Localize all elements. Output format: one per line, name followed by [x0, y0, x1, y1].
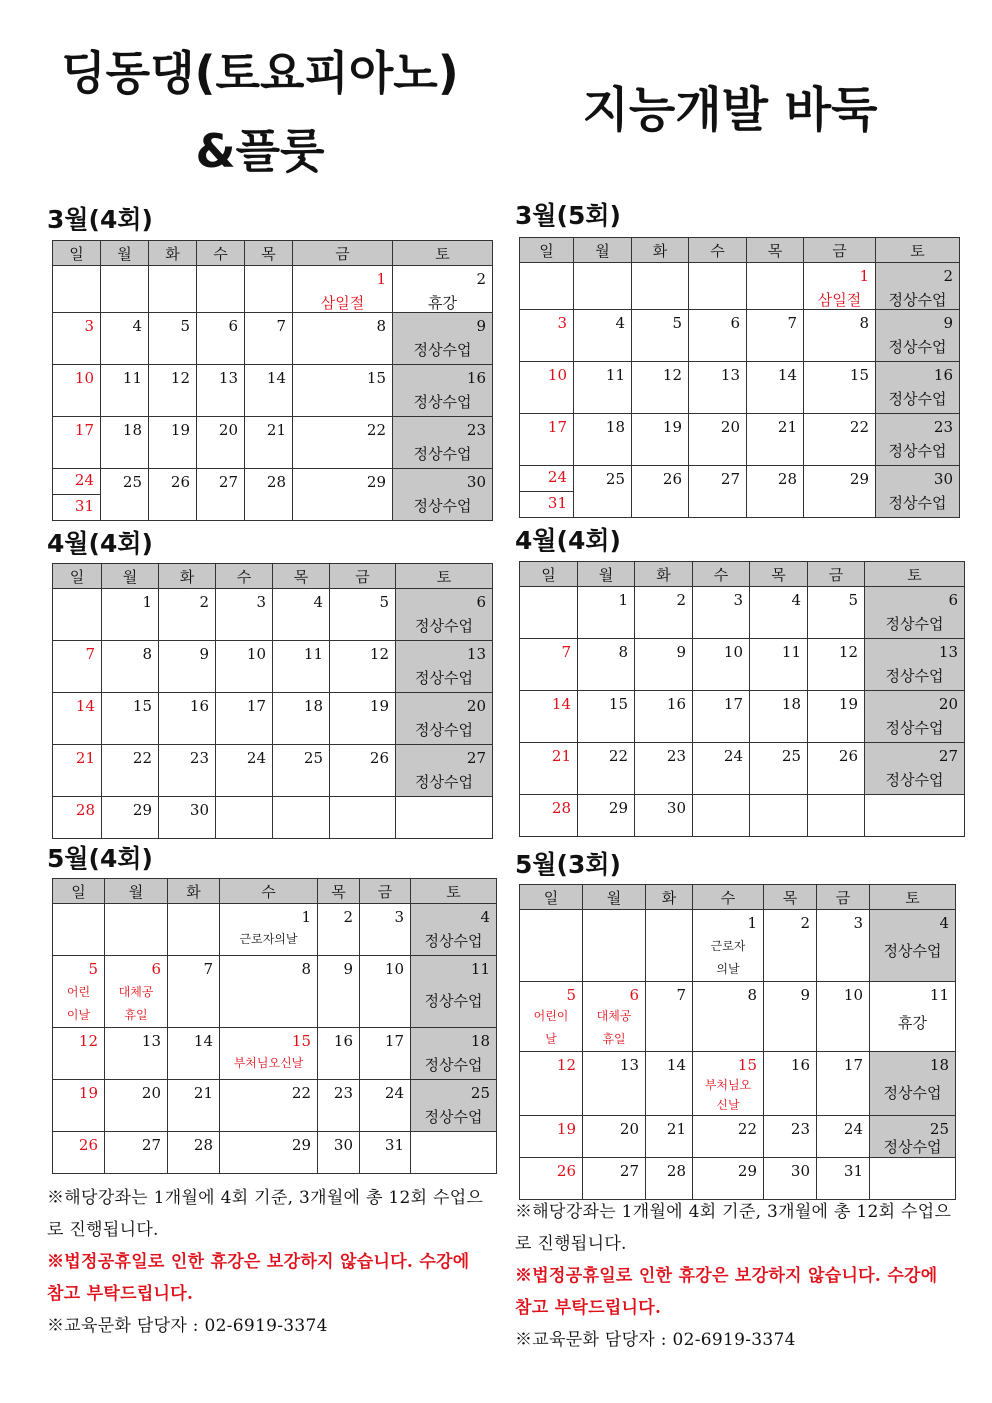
- day-number: 3: [557, 313, 567, 332]
- weekday-header: 화: [149, 241, 197, 266]
- weekday-header: 토: [396, 564, 493, 589]
- day-number: 26: [78, 1136, 98, 1154]
- day-number: 10: [246, 645, 266, 663]
- weekday-header: 토: [876, 238, 960, 263]
- day-number: 25: [122, 472, 142, 491]
- day-number: 24: [74, 470, 94, 489]
- day-number: 19: [838, 695, 858, 713]
- class-label: 정상수업: [885, 719, 944, 737]
- class-label: 정상수업: [883, 1084, 942, 1102]
- weekday-header: 화: [646, 885, 693, 910]
- left-march-title: 3월(4회): [47, 205, 153, 234]
- day-number: 11: [122, 368, 142, 387]
- class-label: 정상수업: [885, 667, 944, 685]
- day-number: 13: [218, 368, 238, 387]
- class-label: 정상수업: [888, 389, 947, 408]
- day-number: 20: [938, 695, 958, 713]
- day-number: 5: [180, 316, 190, 335]
- class-label: 정상수업: [415, 669, 473, 687]
- class-label: 정상수업: [424, 992, 483, 1010]
- holiday-label: 근로자 의날: [710, 939, 746, 976]
- day-number: 29: [366, 472, 386, 491]
- day-number: 31: [74, 496, 94, 515]
- weekday-header: 화: [159, 564, 216, 589]
- weekday-header: 금: [804, 238, 876, 263]
- day-number: 27: [141, 1136, 161, 1154]
- class-label: 정상수업: [413, 444, 472, 463]
- left-title-line1: 딩동댕(토요피아노): [61, 46, 459, 100]
- day-number: 8: [376, 316, 386, 335]
- day-number: 29: [608, 799, 628, 817]
- note-warning: ※법정공휴일로 인한 휴강은 보강하지 않습니다. 수강에 참고 부탁드립니다.: [47, 1252, 470, 1304]
- holiday-label: 어린이 날: [533, 1009, 569, 1046]
- day-number: 14: [666, 1056, 686, 1074]
- day-number: 1: [747, 914, 757, 932]
- day-number: 26: [170, 472, 190, 491]
- class-label: 정상수업: [883, 942, 942, 960]
- day-number: 12: [662, 365, 682, 384]
- calendar-cell: [293, 266, 393, 313]
- class-label: 정상수업: [885, 771, 944, 789]
- day-number: 26: [662, 469, 682, 488]
- class-label: 정상수업: [415, 773, 473, 791]
- day-number: 17: [547, 417, 567, 436]
- weekday-header: 월: [101, 241, 149, 266]
- day-number: 9: [343, 960, 353, 978]
- day-number: 7: [787, 313, 797, 332]
- day-number: 29: [291, 1136, 311, 1154]
- day-number: 14: [777, 365, 797, 384]
- day-number: 25: [470, 1084, 490, 1102]
- day-number: 12: [556, 1056, 576, 1074]
- day-number: 2: [476, 270, 486, 288]
- weekday-header: 일: [520, 562, 578, 587]
- day-number: 3: [84, 316, 94, 335]
- holiday-label: 대체공 휴일: [596, 1009, 632, 1046]
- day-number: 27: [619, 1162, 639, 1180]
- day-number: 26: [556, 1162, 576, 1180]
- day-number: 21: [666, 1120, 686, 1138]
- class-label: 정상수업: [885, 615, 944, 633]
- day-number: 4: [132, 316, 142, 335]
- day-number: 27: [466, 749, 486, 767]
- day-number: 9: [800, 986, 810, 1004]
- day-number: 10: [384, 960, 404, 978]
- break-label: 휴강: [428, 294, 457, 312]
- day-number: 16: [933, 365, 953, 384]
- day-number: 20: [141, 1084, 161, 1102]
- day-number: 22: [849, 417, 869, 436]
- weekday-header: 화: [168, 879, 220, 904]
- day-number: 24: [547, 467, 567, 486]
- day-number: 7: [676, 986, 686, 1004]
- day-number: 18: [122, 420, 142, 439]
- weekday-header: 목: [245, 241, 293, 266]
- right-may-calendar: [519, 884, 956, 1200]
- day-number: 9: [943, 313, 953, 332]
- class-label: 정상수업: [888, 291, 947, 309]
- day-number: 7: [203, 960, 213, 978]
- day-number: 16: [466, 368, 486, 387]
- day-number: 20: [218, 420, 238, 439]
- day-number: 30: [333, 1136, 353, 1154]
- day-number: 8: [747, 986, 757, 1004]
- day-number: 30: [466, 472, 486, 491]
- day-number: 1: [376, 270, 386, 288]
- day-number: 30: [933, 469, 953, 488]
- day-number: 28: [666, 1162, 686, 1180]
- day-number: 13: [938, 643, 958, 661]
- day-number: 27: [938, 747, 958, 765]
- weekday-header: 수: [689, 238, 747, 263]
- day-number: 1: [301, 908, 311, 926]
- day-number: 23: [790, 1120, 810, 1138]
- day-number: 20: [720, 417, 740, 436]
- day-number: 2: [676, 591, 686, 609]
- day-number: 22: [132, 749, 152, 767]
- day-number: 23: [189, 749, 209, 767]
- class-label: 정상수업: [888, 337, 947, 356]
- day-number: 23: [666, 747, 686, 765]
- day-number: 10: [843, 986, 863, 1004]
- day-number: 13: [619, 1056, 639, 1074]
- holiday-label: 근로자의날: [239, 932, 298, 946]
- weekday-header: 금: [360, 879, 411, 904]
- day-number: 2: [343, 908, 353, 926]
- day-number: 19: [556, 1120, 576, 1138]
- day-number: 14: [193, 1032, 213, 1050]
- day-number: 12: [170, 368, 190, 387]
- day-number: 17: [384, 1032, 404, 1050]
- day-number: 3: [853, 914, 863, 932]
- day-number: 15: [737, 1056, 757, 1074]
- day-number: 6: [151, 960, 161, 978]
- weekday-header: 월: [578, 562, 635, 587]
- day-number: 3: [256, 593, 266, 611]
- day-number: 20: [619, 1120, 639, 1138]
- day-number: 11: [303, 645, 323, 663]
- right-april-calendar: [519, 561, 965, 837]
- weekday-header: 수: [220, 879, 318, 904]
- day-number: 1: [142, 593, 152, 611]
- day-number: 14: [75, 697, 95, 715]
- day-number: 5: [848, 591, 858, 609]
- day-number: 24: [843, 1120, 863, 1138]
- class-label: 정상수업: [883, 1138, 942, 1156]
- weekday-header: 목: [747, 238, 804, 263]
- weekday-header: 월: [574, 238, 632, 263]
- day-number: 18: [605, 417, 625, 436]
- day-number: 7: [276, 316, 286, 335]
- weekday-header: 금: [293, 241, 393, 266]
- day-number: 18: [929, 1056, 949, 1074]
- weekday-header: 화: [632, 238, 689, 263]
- class-label: 정상수업: [413, 340, 472, 359]
- day-number: 17: [74, 420, 94, 439]
- day-number: 21: [75, 749, 95, 767]
- day-number: 11: [781, 643, 801, 661]
- left-may-calendar: [52, 878, 497, 1174]
- day-number: 19: [170, 420, 190, 439]
- day-number: 19: [78, 1084, 98, 1102]
- day-number: 16: [333, 1032, 353, 1050]
- day-number: 31: [843, 1162, 863, 1180]
- day-number: 1: [859, 267, 869, 285]
- day-number: 4: [313, 593, 323, 611]
- weekday-header: 목: [750, 562, 808, 587]
- class-label: 정상수업: [413, 392, 472, 411]
- note-contact: ※교육문화 담당자 : 02-6919-3374: [47, 1316, 328, 1336]
- day-number: 17: [246, 697, 266, 715]
- day-number: 28: [777, 469, 797, 488]
- day-number: 26: [838, 747, 858, 765]
- day-number: 8: [142, 645, 152, 663]
- holiday-label: 부처님오 신날: [704, 1078, 752, 1112]
- weekday-header: 일: [53, 564, 102, 589]
- day-number: 21: [193, 1084, 213, 1102]
- day-number: 2: [943, 267, 953, 285]
- day-number: 22: [608, 747, 628, 765]
- day-number: 16: [666, 695, 686, 713]
- weekday-header: 월: [583, 885, 646, 910]
- day-number: 10: [547, 365, 567, 384]
- weekday-header: 월: [105, 879, 168, 904]
- left-may-title: 5월(4회): [47, 844, 153, 873]
- day-number: 16: [790, 1056, 810, 1074]
- weekday-header: 수: [693, 885, 764, 910]
- day-number: 6: [629, 986, 639, 1004]
- right-may-title: 5월(3회): [515, 850, 621, 879]
- day-number: 5: [566, 986, 576, 1004]
- weekday-header: 목: [273, 564, 330, 589]
- day-number: 11: [929, 986, 949, 1004]
- day-number: 24: [384, 1084, 404, 1102]
- day-number: 1: [618, 591, 628, 609]
- day-number: 18: [781, 695, 801, 713]
- day-number: 9: [476, 316, 486, 335]
- class-label: 정상수업: [415, 721, 473, 739]
- day-number: 14: [266, 368, 286, 387]
- day-number: 30: [189, 801, 209, 819]
- day-number: 29: [132, 801, 152, 819]
- day-number: 15: [132, 697, 152, 715]
- day-number: 28: [193, 1136, 213, 1154]
- weekday-header: 토: [411, 879, 497, 904]
- weekday-header: 수: [693, 562, 750, 587]
- day-number: 12: [369, 645, 389, 663]
- weekday-header: 월: [102, 564, 159, 589]
- day-number: 29: [737, 1162, 757, 1180]
- day-number: 5: [379, 593, 389, 611]
- day-number: 28: [266, 472, 286, 491]
- weekday-header: 목: [318, 879, 360, 904]
- day-number: 15: [849, 365, 869, 384]
- day-number: 17: [723, 695, 743, 713]
- day-number: 22: [366, 420, 386, 439]
- day-number: 25: [303, 749, 323, 767]
- day-number: 10: [74, 368, 94, 387]
- day-number: 6: [228, 316, 238, 335]
- day-number: 19: [369, 697, 389, 715]
- day-number: 9: [199, 645, 209, 663]
- day-number: 19: [662, 417, 682, 436]
- day-number: 17: [843, 1056, 863, 1074]
- left-notes: [47, 1182, 487, 1342]
- left-april-calendar: [52, 563, 493, 839]
- day-number: 8: [301, 960, 311, 978]
- day-number: 23: [333, 1084, 353, 1102]
- day-number: 21: [551, 747, 571, 765]
- day-number: 30: [666, 799, 686, 817]
- weekday-header: 수: [197, 241, 245, 266]
- day-number: 11: [605, 365, 625, 384]
- day-number: 24: [246, 749, 266, 767]
- day-number: 21: [266, 420, 286, 439]
- weekday-header: 목: [764, 885, 817, 910]
- day-number: 25: [781, 747, 801, 765]
- holiday-label: 대체공 휴일: [118, 985, 154, 1022]
- day-number: 15: [608, 695, 628, 713]
- right-title: 지능개발 바둑: [582, 82, 878, 138]
- weekday-header: 토: [870, 885, 956, 910]
- day-number: 9: [676, 643, 686, 661]
- weekday-header: 일: [520, 238, 574, 263]
- weekday-header: 토: [393, 241, 493, 266]
- note-warning: ※법정공휴일로 인한 휴강은 보강하지 않습니다. 수강에 참고 부탁드립니다.: [515, 1266, 938, 1318]
- day-number: 18: [303, 697, 323, 715]
- weekday-header: 일: [53, 241, 101, 266]
- holiday-label: 어린 이날: [66, 985, 91, 1022]
- class-label: 정상수업: [413, 496, 472, 515]
- note-line: ※해당강좌는 1개월에 4회 기준, 3개월에 총 12회 수업으로 진행됩니다.: [47, 1188, 484, 1240]
- day-number: 28: [551, 799, 571, 817]
- day-number: 18: [470, 1032, 490, 1050]
- day-number: 4: [480, 908, 490, 926]
- day-number: 30: [790, 1162, 810, 1180]
- day-number: 11: [470, 960, 490, 978]
- day-number: 4: [615, 313, 625, 332]
- day-number: 15: [366, 368, 386, 387]
- weekday-header: 토: [865, 562, 965, 587]
- day-number: 5: [672, 313, 682, 332]
- weekday-header: 금: [330, 564, 396, 589]
- day-number: 23: [466, 420, 486, 439]
- weekday-header: 화: [635, 562, 693, 587]
- right-march-calendar: [519, 237, 960, 518]
- day-number: 27: [720, 469, 740, 488]
- left-title-line2: &플룻: [195, 124, 325, 178]
- day-number: 7: [561, 643, 571, 661]
- day-number: 13: [466, 645, 486, 663]
- day-number: 26: [369, 749, 389, 767]
- weekday-header: 금: [817, 885, 870, 910]
- note-contact: ※교육문화 담당자 : 02-6919-3374: [515, 1330, 796, 1350]
- day-number: 23: [933, 417, 953, 436]
- left-april-title: 4월(4회): [47, 529, 153, 558]
- day-number: 13: [141, 1032, 161, 1050]
- class-label: 정상수업: [424, 1056, 483, 1074]
- day-number: 6: [730, 313, 740, 332]
- class-label: 정상수업: [424, 1108, 483, 1126]
- right-notes: [515, 1196, 955, 1356]
- day-number: 21: [777, 417, 797, 436]
- day-number: 2: [199, 593, 209, 611]
- day-number: 8: [618, 643, 628, 661]
- holiday-label: 삼일절: [320, 294, 365, 312]
- right-march-title: 3월(5회): [515, 201, 621, 230]
- day-number: 3: [733, 591, 743, 609]
- day-number: 22: [737, 1120, 757, 1138]
- day-number: 16: [189, 697, 209, 715]
- day-number: 14: [551, 695, 571, 713]
- note-line: ※해당강좌는 1개월에 4회 기준, 3개월에 총 12회 수업으로 진행됩니다.: [515, 1202, 952, 1254]
- day-number: 22: [291, 1084, 311, 1102]
- day-number: 10: [723, 643, 743, 661]
- right-april-title: 4월(4회): [515, 526, 621, 555]
- weekday-header: 수: [216, 564, 273, 589]
- day-number: 20: [466, 697, 486, 715]
- day-number: 7: [85, 645, 95, 663]
- break-label: 휴강: [898, 1014, 927, 1032]
- day-number: 5: [88, 960, 98, 978]
- day-number: 13: [720, 365, 740, 384]
- day-number: 8: [859, 313, 869, 332]
- left-march-calendar: [52, 240, 493, 521]
- holiday-label: 삼일절: [817, 291, 862, 309]
- day-number: 25: [605, 469, 625, 488]
- day-number: 3: [394, 908, 404, 926]
- day-number: 4: [939, 914, 949, 932]
- day-number: 27: [218, 472, 238, 491]
- day-number: 2: [800, 914, 810, 932]
- class-label: 정상수업: [888, 493, 947, 512]
- day-number: 31: [384, 1136, 404, 1154]
- calendar-cell: [393, 266, 493, 313]
- day-number: 24: [723, 747, 743, 765]
- day-number: 25: [929, 1120, 949, 1138]
- day-number: 12: [78, 1032, 98, 1050]
- day-number: 15: [291, 1032, 311, 1050]
- class-label: 정상수업: [888, 441, 947, 460]
- class-label: 정상수업: [415, 617, 473, 635]
- class-label: 정상수업: [424, 932, 483, 950]
- day-number: 12: [838, 643, 858, 661]
- day-number: 29: [849, 469, 869, 488]
- day-number: 6: [476, 593, 486, 611]
- weekday-header: 일: [53, 879, 105, 904]
- day-number: 31: [547, 493, 567, 512]
- weekday-header: 금: [808, 562, 865, 587]
- day-number: 6: [948, 591, 958, 609]
- day-number: 28: [75, 801, 95, 819]
- weekday-header: 일: [520, 885, 583, 910]
- holiday-label: 부처님오신날: [233, 1056, 304, 1070]
- day-number: 4: [791, 591, 801, 609]
